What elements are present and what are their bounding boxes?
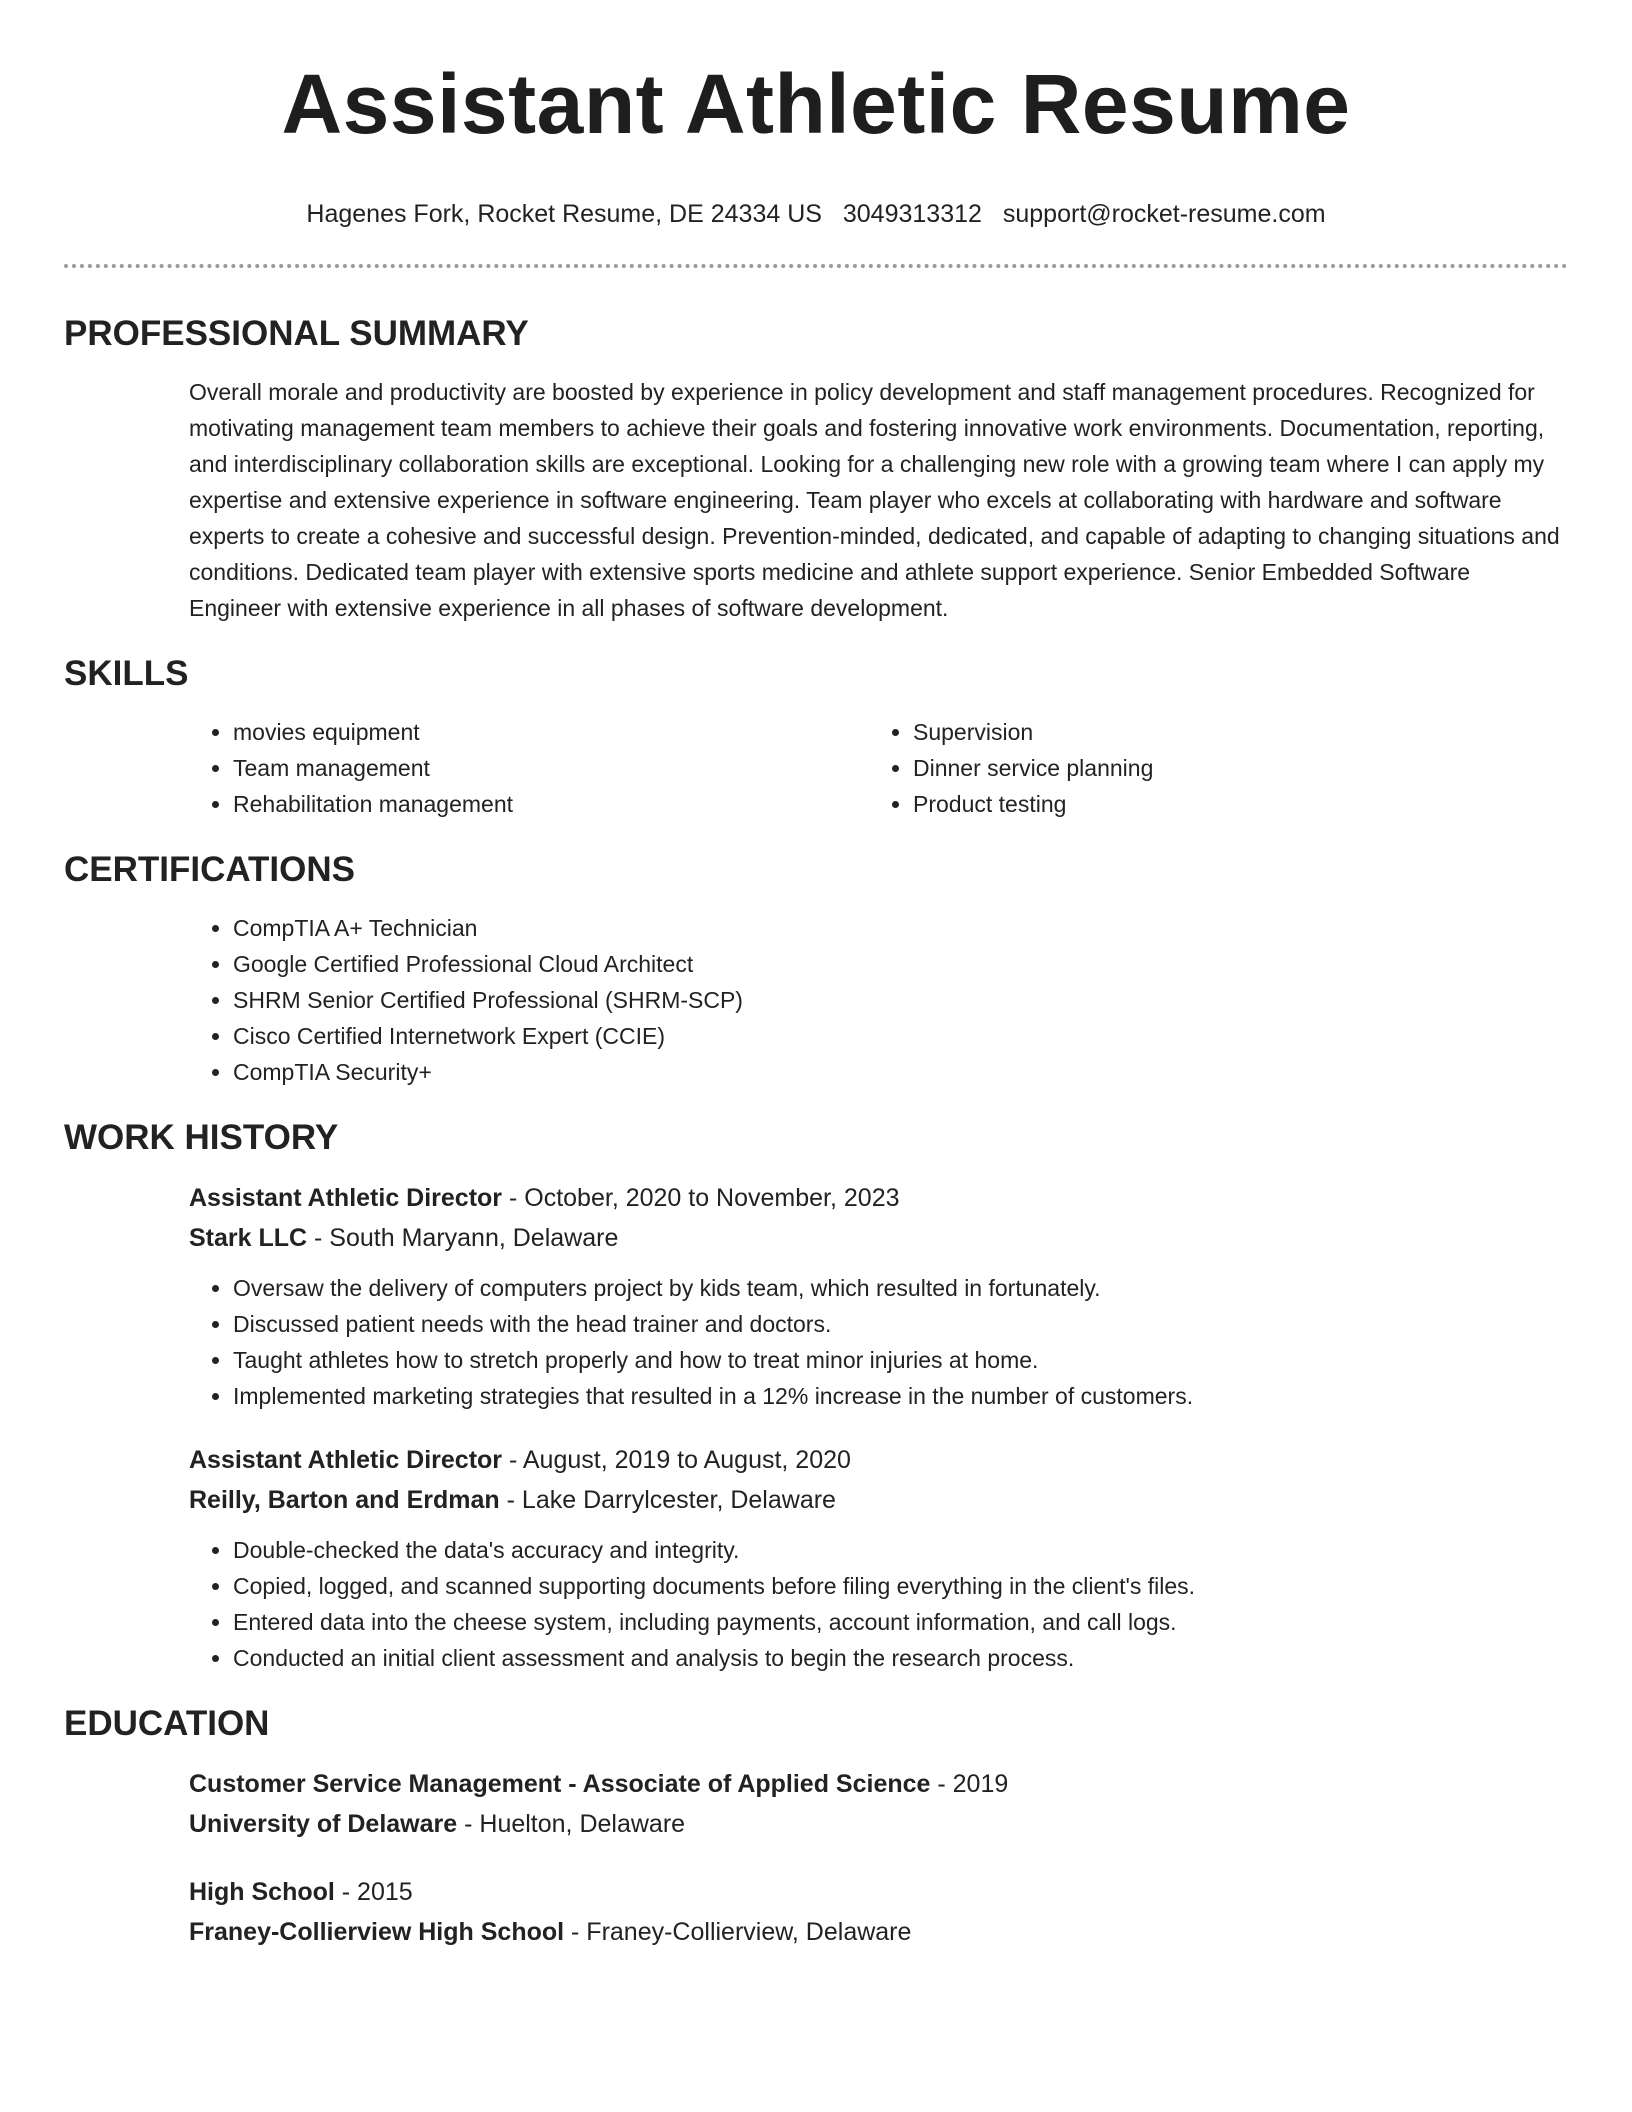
job-company-line: [189, 1480, 1568, 1520]
list-item: • Taught athletes how to stretch properly and how to treat minor injuries at home.: [233, 1342, 1568, 1378]
school-location: - Huelton, Delaware: [457, 1810, 686, 1838]
skills-title: SKILLS: [64, 654, 189, 693]
job-location: - South Maryann, Delaware: [307, 1224, 619, 1252]
school-line: [189, 1912, 1568, 1952]
contact-line: [0, 198, 1632, 230]
job-location: - Lake Darrylcester, Delaware: [499, 1486, 836, 1514]
degree-line: [189, 1872, 1568, 1912]
education-section: [0, 1702, 1632, 1952]
list-item: • CompTIA A+ Technician: [233, 910, 1568, 946]
degree-year: - 2015: [334, 1878, 413, 1906]
job-company: Reilly, Barton and Erdman: [189, 1486, 500, 1514]
skills-list-left: [189, 714, 869, 822]
list-item: • Discussed patient needs with the head trainer and doctors.: [233, 1306, 1568, 1342]
list-item: • SHRM Senior Certified Professional (SHRM-SCP): [233, 982, 1568, 1018]
job-title-line: [189, 1178, 1568, 1218]
education-title: EDUCATION: [64, 1704, 270, 1743]
list-item: • Team management: [233, 750, 869, 786]
list-item: • movies equipment: [233, 714, 869, 750]
job-entry: [0, 1178, 1632, 1414]
certifications-title: CERTIFICATIONS: [64, 850, 356, 889]
job-role: Assistant Athletic Director: [189, 1184, 503, 1212]
list-item: • Supervision: [913, 714, 1569, 750]
work-title: WORK HISTORY: [64, 1118, 339, 1157]
list-item: • Rehabilitation management: [233, 786, 869, 822]
header-divider: [64, 264, 1568, 268]
certifications-list: [189, 910, 1568, 1090]
list-item: • Copied, logged, and scanned supporting documents before filing everything in the client's files.: [233, 1568, 1568, 1604]
summary-title: PROFESSIONAL SUMMARY: [64, 314, 529, 353]
job-role: Assistant Athletic Director: [189, 1446, 503, 1474]
list-item: • Conducted an initial client assessment and analysis to begin the research process.: [233, 1640, 1568, 1676]
resume-header: [0, 0, 1632, 230]
resume-name: Assistant Athletic Resume: [281, 57, 1351, 151]
skills-section: [0, 652, 1632, 822]
job-bullets: [189, 1532, 1568, 1676]
job-title-line: [189, 1440, 1568, 1480]
skills-grid: [189, 714, 1568, 822]
list-item: • Oversaw the delivery of computers project by kids team, which resulted in fortunately.: [233, 1270, 1568, 1306]
summary-section: [0, 312, 1632, 626]
list-item: • Double-checked the data's accuracy and integrity.: [233, 1532, 1568, 1568]
job-entry: [0, 1440, 1632, 1676]
list-item: • Dinner service planning: [913, 750, 1569, 786]
job-bullets: [189, 1270, 1568, 1414]
list-item: • Implemented marketing strategies that resulted in a 12% increase in the number of customers.: [233, 1378, 1568, 1414]
list-item: • Google Certified Professional Cloud Architect: [233, 946, 1568, 982]
job-dates: - August, 2019 to August, 2020: [502, 1446, 851, 1474]
degree-year: - 2019: [930, 1770, 1009, 1798]
degree-line: [189, 1764, 1568, 1804]
job-company: Stark LLC: [189, 1224, 308, 1252]
school: University of Delaware: [189, 1810, 458, 1838]
list-item: • Cisco Certified Internetwork Expert (CCIE): [233, 1018, 1568, 1054]
list-item: • CompTIA Security+: [233, 1054, 1568, 1090]
job-dates: - October, 2020 to November, 2023: [502, 1184, 900, 1212]
education-entry: [0, 1764, 1632, 1844]
contact-address: Hagenes Fork, Rocket Resume, DE 24334 US: [306, 200, 822, 228]
list-item: • Product testing: [913, 786, 1569, 822]
school-line: [189, 1804, 1568, 1844]
job-company-line: [189, 1218, 1568, 1258]
degree: High School: [189, 1878, 335, 1906]
list-item: • Entered data into the cheese system, including payments, account information, and call logs.: [233, 1604, 1568, 1640]
school: Franey-Collierview High School: [189, 1918, 565, 1946]
school-location: - Franey-Collierview, Delaware: [564, 1918, 912, 1946]
education-entry: [0, 1872, 1632, 1952]
contact-phone: 3049313312: [842, 200, 982, 228]
contact-email: support@rocket-resume.com: [1002, 200, 1326, 228]
degree: Customer Service Management - Associate of Applied Science: [189, 1770, 931, 1798]
certifications-section: [0, 848, 1632, 1090]
summary-text: Overall morale and productivity are boosted by experience in policy development and staff management procedures. Recognized for motivating management team members to achieve their goals and fostering innovative work environments. Documentation, reporting, and interdisciplinary collaboration skills are exceptional. Looking for a challenging new role with a growing team where I can apply my expertise and extensive experience in software engineering. Team player who excels at collaborating with hardware and software experts to create a cohesive and successful design. Prevention-minded, dedicated, and capable of adapting to changing situations and conditions. Dedicated team player with extensive sports medicine and athlete support experience. Senior Embedded Software Engineer with extensive experience in all phases of software development.: [189, 379, 1560, 621]
work-section: [0, 1116, 1632, 1676]
skills-list-right: [869, 714, 1569, 822]
